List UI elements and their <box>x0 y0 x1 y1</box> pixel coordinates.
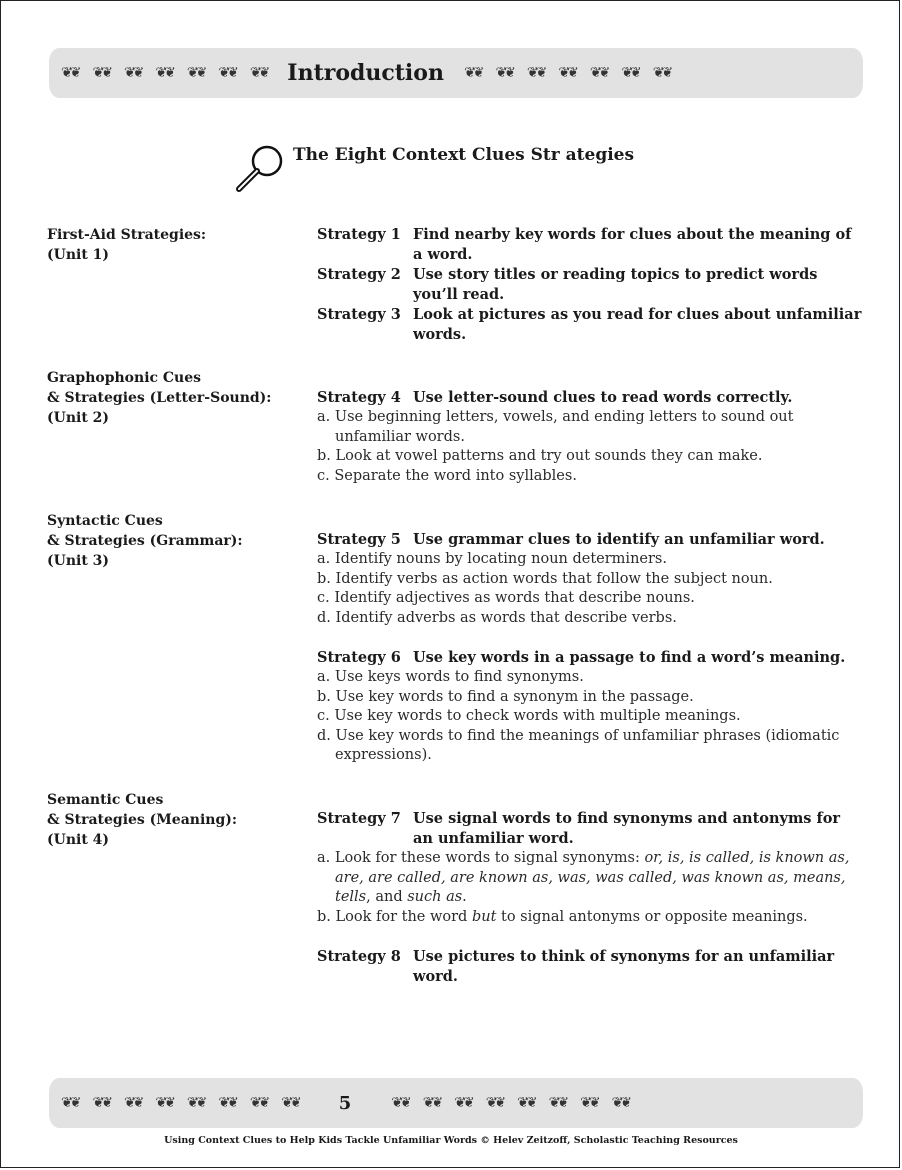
paw-prints-icon: ❦❦ <box>61 1095 79 1111</box>
section-label-unit3: Syntactic Cues & Strategies (Grammar): (Unit 3) <box>47 513 243 569</box>
section-label-unit1: First-Aid Strategies: (Unit 1) <box>47 227 207 263</box>
paw-prints-icon: ❦❦ <box>61 65 79 81</box>
strategy-5 <box>317 530 862 550</box>
signal-words: or, is, is called, is known as, are, are called, are known as, was, was called, was known as, means, tells <box>335 850 850 905</box>
bottom-banner <box>49 1078 863 1128</box>
paw-prints-icon: ❦❦ <box>123 65 142 81</box>
item-text: a. Look for these words to signal synonyms: <box>317 850 645 866</box>
signal-word: but <box>471 908 497 925</box>
unit3-strategy-5 <box>317 530 862 628</box>
paw-row-right <box>452 65 682 81</box>
strategy-text: Use signal words to find synonyms and antonyms for an unfamiliar word. <box>413 810 841 847</box>
signal-word: such as <box>407 889 463 905</box>
list-item: c. Use key words to check words with multiple meanings. <box>317 708 741 724</box>
paw-prints-icon: ❦❦ <box>281 1095 299 1111</box>
strategies-heading: The Eight Context Clues Str ategies <box>293 145 635 165</box>
magnifying-glass-icon <box>233 143 289 195</box>
paw-prints-icon: ❦❦ <box>123 1095 142 1111</box>
strategy-7 <box>317 809 862 849</box>
paw-prints-icon: ❦❦ <box>218 65 236 81</box>
page-title: Introduction <box>287 60 444 86</box>
strategy-number: Strategy 7 <box>317 810 401 827</box>
unit4-strategy-8 <box>317 947 862 987</box>
paw-prints-icon: ❦❦ <box>652 65 671 81</box>
paw-prints-icon: ❦❦ <box>155 65 173 81</box>
list-item <box>317 908 862 928</box>
item-text: to signal antonyms or opposite meanings. <box>496 908 808 925</box>
list-item <box>317 849 862 908</box>
paw-prints-icon: ❦❦ <box>517 1095 535 1111</box>
section-label-unit2: Graphophonic Cues & Strategies (Letter-Sound): (Unit 2) <box>47 370 272 426</box>
paw-prints-icon: ❦❦ <box>621 65 639 81</box>
strategy-text: Use key words in a passage to find a word’s meaning. <box>413 649 846 666</box>
strategy-number: Strategy 3 <box>317 306 401 323</box>
paw-prints-icon: ❦❦ <box>391 1095 409 1111</box>
paw-prints-icon: ❦❦ <box>218 1095 236 1111</box>
list-item: c. Separate the word into syllables. <box>317 467 577 484</box>
strategy-number: Strategy 1 <box>317 226 401 243</box>
strategy-text: Use story titles or reading topics to predict words you’ll read. <box>413 266 818 303</box>
item-text: b. Look for the word <box>317 908 472 925</box>
copyright-footer: Using Context Clues to Help Kids Tackle Unfamiliar Words © Helev Zeitzoff, Scholastic Teaching Resources <box>164 1135 738 1146</box>
paw-prints-icon: ❦❦ <box>249 1095 268 1111</box>
strategy-number: Strategy 2 <box>317 266 401 283</box>
paw-prints-icon: ❦❦ <box>249 65 268 81</box>
section-heading <box>233 143 634 195</box>
paw-prints-icon: ❦❦ <box>422 1095 441 1111</box>
paw-prints-icon: ❦❦ <box>548 1095 567 1111</box>
strategy-number: Strategy 4 <box>317 389 401 406</box>
paw-prints-icon: ❦❦ <box>454 1095 472 1111</box>
paw-prints-icon: ❦❦ <box>495 65 513 81</box>
item-text: , and <box>366 889 408 905</box>
item-text: . <box>462 889 467 905</box>
strategy-4 <box>317 388 862 408</box>
paw-row-left <box>49 65 279 81</box>
paw-row-left <box>49 1095 311 1111</box>
strategy-1 <box>317 225 862 265</box>
paw-prints-icon: ❦❦ <box>485 1095 504 1111</box>
list-item: b. Use key words to find a synonym in the passage. <box>317 688 694 705</box>
paw-prints-icon: ❦❦ <box>186 65 205 81</box>
list-item: d. Use key words to find the meanings of unfamiliar phrases (idiomatic expressions). <box>317 727 840 763</box>
strategy-8 <box>317 947 862 987</box>
list-item: a. Use keys words to find synonyms. <box>317 669 584 685</box>
strategy-6 <box>317 648 862 668</box>
strategy-text: Find nearby key words for clues about the meaning of a word. <box>413 226 852 263</box>
top-banner <box>49 48 863 98</box>
unit4-strategy-7 <box>317 809 862 927</box>
paw-prints-icon: ❦❦ <box>92 1095 110 1111</box>
paw-prints-icon: ❦❦ <box>92 65 110 81</box>
section-label-unit4: Semantic Cues & Strategies (Meaning): (Unit 4) <box>47 792 238 848</box>
page-number: 5 <box>338 1092 352 1114</box>
list-item: a. Use beginning letters, vowels, and ending letters to sound out unfamiliar words. <box>317 409 794 445</box>
unit3-strategy-6 <box>317 648 862 766</box>
paw-prints-icon: ❦❦ <box>155 1095 173 1111</box>
strategy-text: Use pictures to think of synonyms for an unfamiliar word. <box>413 948 835 985</box>
strategy-text: Use letter-sound clues to read words correctly. <box>413 389 793 406</box>
list-item: a. Identify nouns by locating noun determiners. <box>317 551 667 567</box>
strategy-3 <box>317 305 862 345</box>
strategy-number: Strategy 8 <box>317 948 401 965</box>
list-item: b. Identify verbs as action words that follow the subject noun. <box>317 570 773 587</box>
paw-prints-icon: ❦❦ <box>580 1095 598 1111</box>
strategy-2 <box>317 265 862 305</box>
paw-prints-icon: ❦❦ <box>558 65 576 81</box>
paw-prints-icon: ❦❦ <box>463 65 482 81</box>
paw-prints-icon: ❦❦ <box>526 65 545 81</box>
list-item: d. Identify adverbs as words that describe verbs. <box>317 609 677 626</box>
paw-prints-icon: ❦❦ <box>186 1095 205 1111</box>
strategy-number: Strategy 6 <box>317 649 401 666</box>
list-item: b. Look at vowel patterns and try out sounds they can make. <box>317 448 763 464</box>
unit1-strategies <box>317 225 862 345</box>
strategy-number: Strategy 5 <box>317 531 401 548</box>
strategy-text: Look at pictures as you read for clues about unfamiliar words. <box>413 306 862 343</box>
paw-prints-icon: ❦❦ <box>611 1095 630 1111</box>
list-item: c. Identify adjectives as words that describe nouns. <box>317 590 695 606</box>
paw-row-right <box>379 1095 641 1111</box>
strategy-text: Use grammar clues to identify an unfamiliar word. <box>413 531 825 548</box>
unit2-strategies <box>317 388 862 486</box>
paw-prints-icon: ❦❦ <box>589 65 608 81</box>
